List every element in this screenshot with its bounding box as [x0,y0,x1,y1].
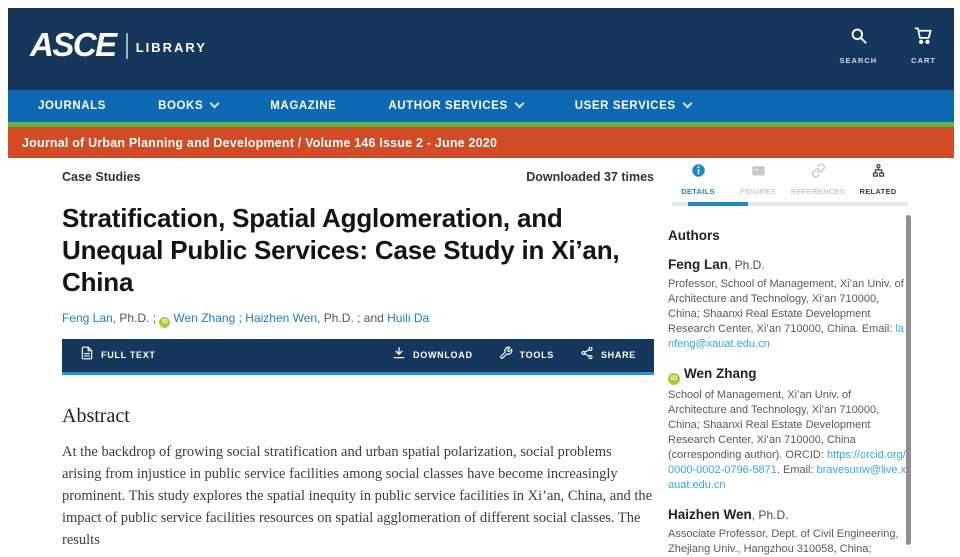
breadcrumb[interactable]: Journal of Urban Planning and Development / Volume 146 Issue 2 - June 2020 [22,135,498,150]
site-header [8,8,954,90]
search-icon [849,26,868,50]
authors-byline [62,311,654,328]
download-label: DOWNLOAD [413,350,473,360]
sitemap-icon [871,163,886,183]
logo-divider [126,33,128,59]
author-name: Haizhen Wen [668,507,752,522]
author-separator: ; [235,311,246,325]
wrench-icon [499,346,513,365]
tab-indicator-track [672,202,908,206]
tools-button[interactable] [499,346,554,365]
author-affiliation: School of Management, Xi’an Univ. of Architecture and Technology, Xi’an 710000, China; Shaanxi Real Estate Development Research Center, Xi’an 710000, China (corresponding author). ORCID: [668,389,880,461]
cart-icon [914,26,933,50]
author-link-haizhen-wen[interactable]: Haizhen Wen [245,311,318,325]
orcid-icon: iD [159,317,170,328]
nav-item-magazine[interactable]: MAGAZINE [270,100,337,112]
main-navigation [8,90,954,122]
chevron-down-icon [210,99,220,109]
article-main [62,158,654,551]
figures-icon [751,163,766,183]
full-text-label: FULL TEXT [101,350,156,360]
info-icon [691,163,706,183]
author-card-wen-zhang [668,365,908,493]
article-sidebar [668,158,908,557]
sidebar-tabs [668,158,908,196]
author-affiliation: Professor, School of Management, Xi’an Univ. of Architecture and Technology, Xi’an 710000, China; Shaanxi Real Estate Development Research Center, Xi’an 710000, China. Email: [668,278,904,335]
chevron-down-icon [682,99,692,109]
author-email-link[interactable]: lanfeng@xauat.edu.cn [668,323,905,350]
author-degree: , Ph.D. [728,258,765,272]
article-section-label: Case Studies [62,170,141,184]
author-separator: ; and [353,311,388,325]
abstract-heading: Abstract [62,404,130,427]
author-name: Wen Zhang [684,366,757,381]
share-button[interactable] [580,346,636,365]
logo-library-text: LIBRARY [135,40,207,55]
tools-label: TOOLS [519,350,554,360]
author-link-huili-da[interactable]: Huili Da [387,311,430,325]
chevron-down-icon [514,99,524,109]
author-name: Feng Lan [668,257,728,272]
logo-asce-text: ASCE [30,26,116,63]
nav-item-journals[interactable]: JOURNALS [38,100,107,112]
author-card-haizhen-wen [668,506,908,557]
cart-label: CART [911,56,936,65]
author-link-feng-lan[interactable]: Feng Lan [62,311,113,325]
author-affiliation: Associate Professor, Dept. of Civil Engineering, Zhejiang Univ., Hangzhou 310058, China; [668,528,899,555]
cart-button[interactable] [911,26,936,65]
author-separator: ; [149,311,160,325]
tab-related[interactable] [848,158,908,196]
tab-indicator-active [688,202,748,206]
tab-details-label: DETAILS [681,187,715,196]
tab-figures[interactable] [728,158,788,196]
tab-related-label: RELATED [859,187,897,196]
sidebar-scrollbar-thumb[interactable] [906,215,911,545]
author-email-link[interactable]: bravesunw@live.xauat.edu.cn [668,464,907,491]
link-icon [811,163,826,183]
tab-details[interactable] [668,158,728,196]
author-orcid-link[interactable]: https://orcid.org/0000-0002-0796-5871 [668,449,906,476]
tab-figures-label: FIGURES [740,187,776,196]
authors-section-heading: Authors [668,228,720,243]
nav-item-user-services[interactable]: USER SERVICES [575,100,691,112]
search-label: SEARCH [839,56,878,65]
abstract-text: At the backdrop of growing social stratification and urban spatial polarization, social problems arising from injustice in public service facilities among social classes have become increasingly prominent. This study explores the spatial inequity in public service facilities in Xi’an, China, and the impact of public service facilities resources on spatial agglomeration of different social classes. The results [62,443,653,548]
download-count: Downloaded 37 times [526,170,654,184]
download-icon [392,346,406,365]
full-text-button[interactable] [80,346,156,365]
nav-item-author-services[interactable]: AUTHOR SERVICES [388,100,522,112]
search-button[interactable] [839,26,877,65]
tab-references-label: REFERENCES [790,187,846,196]
nav-item-books[interactable]: BOOKS [158,100,218,112]
author-degree: , Ph.D. [751,508,789,522]
download-button[interactable] [392,346,473,365]
breadcrumb-bar [8,127,954,158]
author-suffix: , Ph.D. [112,311,150,325]
author-link-wen-zhang[interactable]: Wen Zhang [173,311,236,325]
share-icon [580,346,594,365]
article-toolbar [62,339,654,375]
author-card-feng-lan [668,256,908,352]
page-title: Stratification, Spatial Agglomeration, and Unequal Public Services: Case Study in Xi’an, China [62,203,620,297]
document-icon [80,346,94,365]
tab-references[interactable] [788,158,848,196]
author-affiliation: . Email: [776,464,817,476]
orcid-icon: iD [668,373,680,385]
share-label: SHARE [600,350,636,360]
asce-library-logo[interactable] [30,28,207,61]
author-suffix: , Ph.D. [317,311,354,325]
